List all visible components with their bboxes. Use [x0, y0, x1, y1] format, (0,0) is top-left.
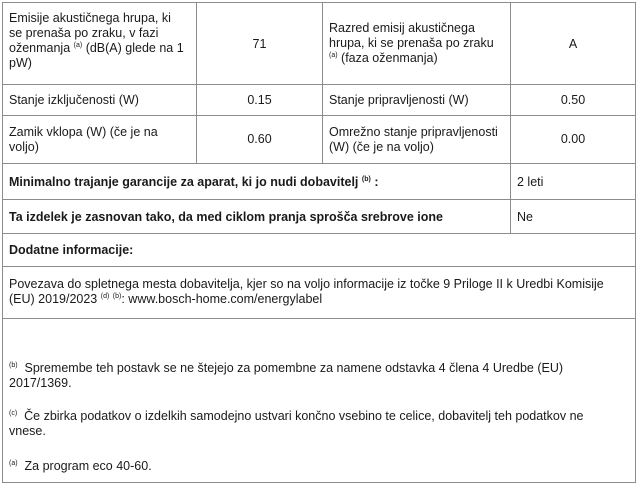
noise-class-label-cell [323, 3, 511, 84]
noise-class-label-line: (faza oženmanja) [341, 51, 438, 65]
footnote-marker: (a) [9, 459, 18, 467]
network-standby-value: 0.00 [560, 132, 586, 146]
network-standby-label-line: (W) (če je na voljo) [329, 140, 434, 154]
noise-row [3, 3, 635, 85]
standby-label: Stanje pripravljenosti (W) [329, 93, 469, 107]
supplier-link-row [3, 267, 635, 319]
warranty-colon: : [374, 175, 379, 189]
energy-info-table [2, 2, 636, 483]
delay-start-label-line: Zamik vklopa (W) (če je na [9, 125, 158, 139]
noise-label-line: (dB(A) glede na 1 [85, 41, 184, 55]
footnote-text: vnese. [9, 424, 46, 438]
noise-class-label-line: Razred emisij akustičnega [329, 21, 475, 35]
supplier-link-url[interactable]: : www.bosch-home.com/energylabel [121, 292, 323, 306]
footnote-marker: (b) [112, 292, 122, 300]
footnote-marker: (b) [361, 175, 371, 183]
noise-label-line: pW) [9, 56, 32, 70]
standby-value: 0.50 [560, 93, 586, 107]
footnote-c [9, 409, 619, 439]
silver-ions-value: Ne [517, 210, 533, 224]
network-standby-label-line: Omrežno stanje pripravljenosti [329, 125, 498, 139]
additional-info-heading: Dodatne informacije: [9, 243, 134, 257]
footnote-b [9, 361, 619, 391]
noise-label-cell [3, 3, 197, 84]
delay-start-row [3, 116, 635, 164]
footnote-text: 2017/1369. [9, 376, 72, 390]
additional-info-row [3, 234, 635, 267]
delay-start-label-line: voljo) [9, 140, 39, 154]
warranty-label: Minimalno trajanje garancije za aparat, ki jo nudi dobavitelj [9, 175, 359, 189]
noise-value: 71 [252, 37, 267, 51]
footnote-marker: (d) [100, 292, 110, 300]
noise-label-line: se prenaša po zraku, v fazi [9, 26, 159, 40]
footnote-a [9, 459, 619, 474]
noise-value-cell [197, 3, 323, 84]
footnote-marker: (c) [9, 409, 18, 417]
noise-label-line: Emisije akustičnega hrupa, ki [9, 11, 171, 25]
noise-class-value-cell [511, 3, 635, 84]
silver-ions-label: Ta izdelek je zasnovan tako, da med ciklom pranja sprošča srebrove ione [9, 210, 443, 224]
silver-ions-row [3, 200, 635, 234]
warranty-value: 2 leti [517, 175, 544, 189]
supplier-link-text: (EU) 2019/2023 [9, 292, 98, 306]
off-mode-label: Stanje izključenosti (W) [9, 93, 139, 107]
noise-class-label-line: hrupa, ki se prenaša po zraku [329, 36, 494, 50]
off-mode-row [3, 85, 635, 116]
footnote-marker: (a) [329, 51, 338, 59]
off-mode-value: 0.15 [247, 93, 272, 107]
footnote-text: Spremembe teh postavk se ne štejejo za pomembne za namene odstavka 4 člena 4 Uredbe (EU) [24, 361, 564, 375]
noise-label-line: oženmanja [9, 41, 71, 55]
warranty-row [3, 164, 635, 200]
footnote-text: Za program eco 40-60. [24, 459, 152, 473]
footnote-marker: (a) [73, 41, 83, 49]
footnote-marker: (b) [9, 361, 18, 369]
noise-class-value: A [568, 37, 578, 51]
footnote-text: Če zbirka podatkov o izdelkih samodejno ustvari končno vsebino te celice, dobavitelj teh podatkov ne [24, 409, 584, 423]
supplier-link-text: Povezava do spletnega mesta dobavitelja, kjer so na voljo informacije iz točke 9 Priloge II k Uredbi Komisije [9, 277, 604, 291]
delay-start-value: 0.60 [247, 132, 272, 146]
